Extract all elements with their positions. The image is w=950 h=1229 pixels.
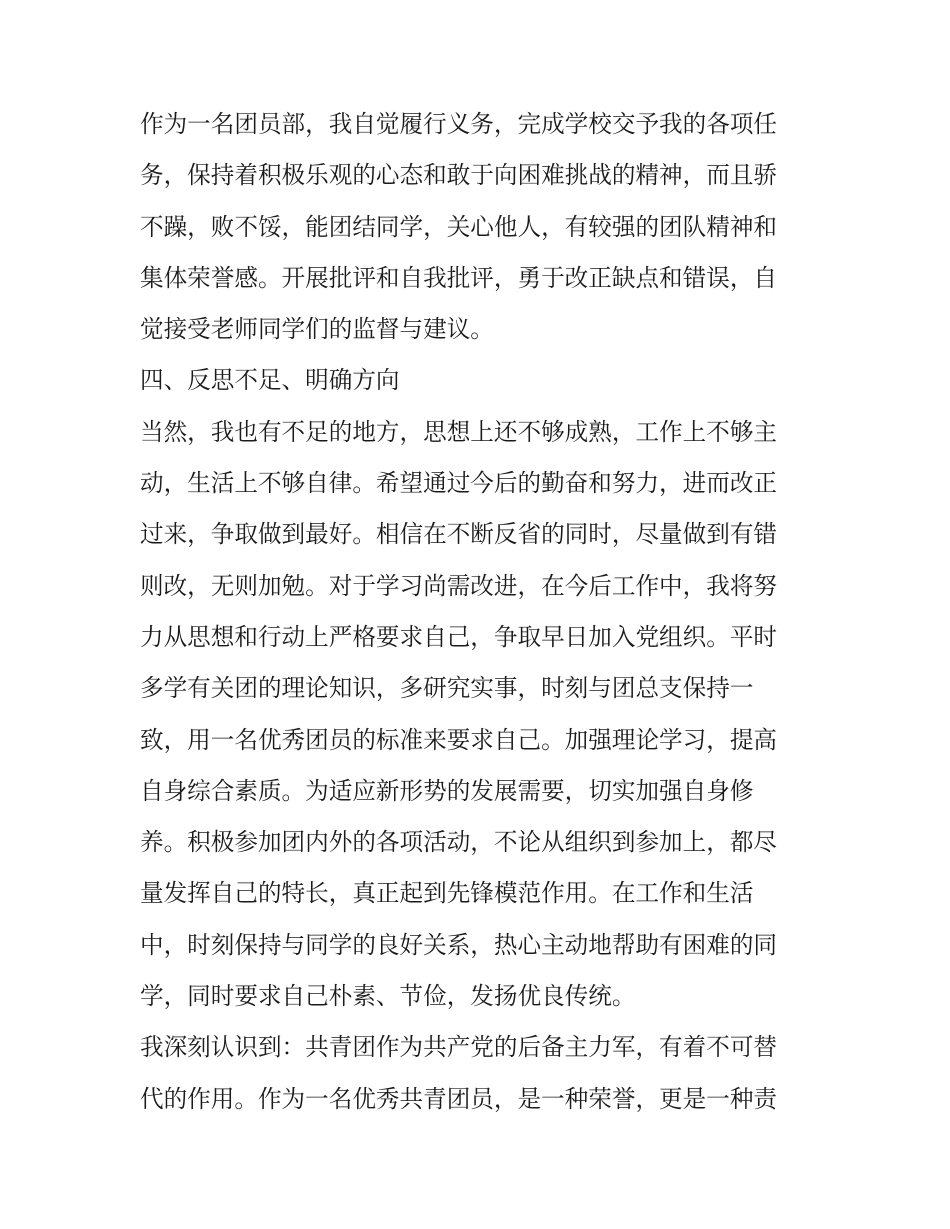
text-line: 当然，我也有不足的地方，思想上还不够成熟，工作上不够主 [140, 417, 778, 446]
text-line: 则改，无则加勉。对于学习尚需改进，在今后工作中，我将努 [140, 571, 778, 600]
text-line: 动，生活上不够自律。希望通过今后的勤奋和努力，进而改正 [140, 469, 778, 498]
text-line: 自身综合素质。为适应新形势的发展需要，切实加强自身修 [140, 776, 754, 805]
text-line: 过来，争取做到最好。相信在不断反省的同时，尽量做到有错 [140, 520, 778, 549]
text-line: 我深刻认识到：共青团作为共产党的后备主力军，有着不可替 [140, 1033, 778, 1062]
text-line: 觉接受老师同学们的监督与建议。 [140, 315, 494, 344]
text-line: 集体荣誉感。开展批评和自我批评，勇于改正缺点和错误，自 [140, 263, 778, 292]
text-line: 代的作用。作为一名优秀共青团员，是一种荣誉，更是一种责 [140, 1084, 778, 1113]
text-line: 力从思想和行动上严格要求自己，争取早日加入党组织。平时 [140, 622, 778, 651]
text-line: 中，时刻保持与同学的良好关系，热心主动地帮助有困难的同 [140, 930, 778, 959]
section-heading: 四、反思不足、明确方向 [140, 366, 400, 395]
text-line: 养。积极参加团内外的各项活动，不论从组织到参加上，都尽 [140, 828, 778, 857]
text-line: 务，保持着积极乐观的心态和敢于向困难挑战的精神，而且骄 [140, 161, 778, 190]
text-line: 致，用一名优秀团员的标准来要求自己。加强理论学习，提高 [140, 725, 778, 754]
text-line: 量发挥自己的特长，真正起到先锋模范作用。在工作和生活 [140, 879, 754, 908]
text-line: 多学有关团的理论知识，多研究实事，时刻与团总支保持一 [140, 674, 754, 703]
text-line: 作为一名团员部，我自觉履行义务，完成学校交予我的各项任 [140, 110, 778, 138]
text-line: 不躁，败不馁，能团结同学，关心他人，有较强的团队精神和 [140, 212, 778, 241]
body-text [140, 99, 820, 1125]
text-line: 学，同时要求自己朴素、节俭，发扬优良传统。 [140, 982, 636, 1011]
